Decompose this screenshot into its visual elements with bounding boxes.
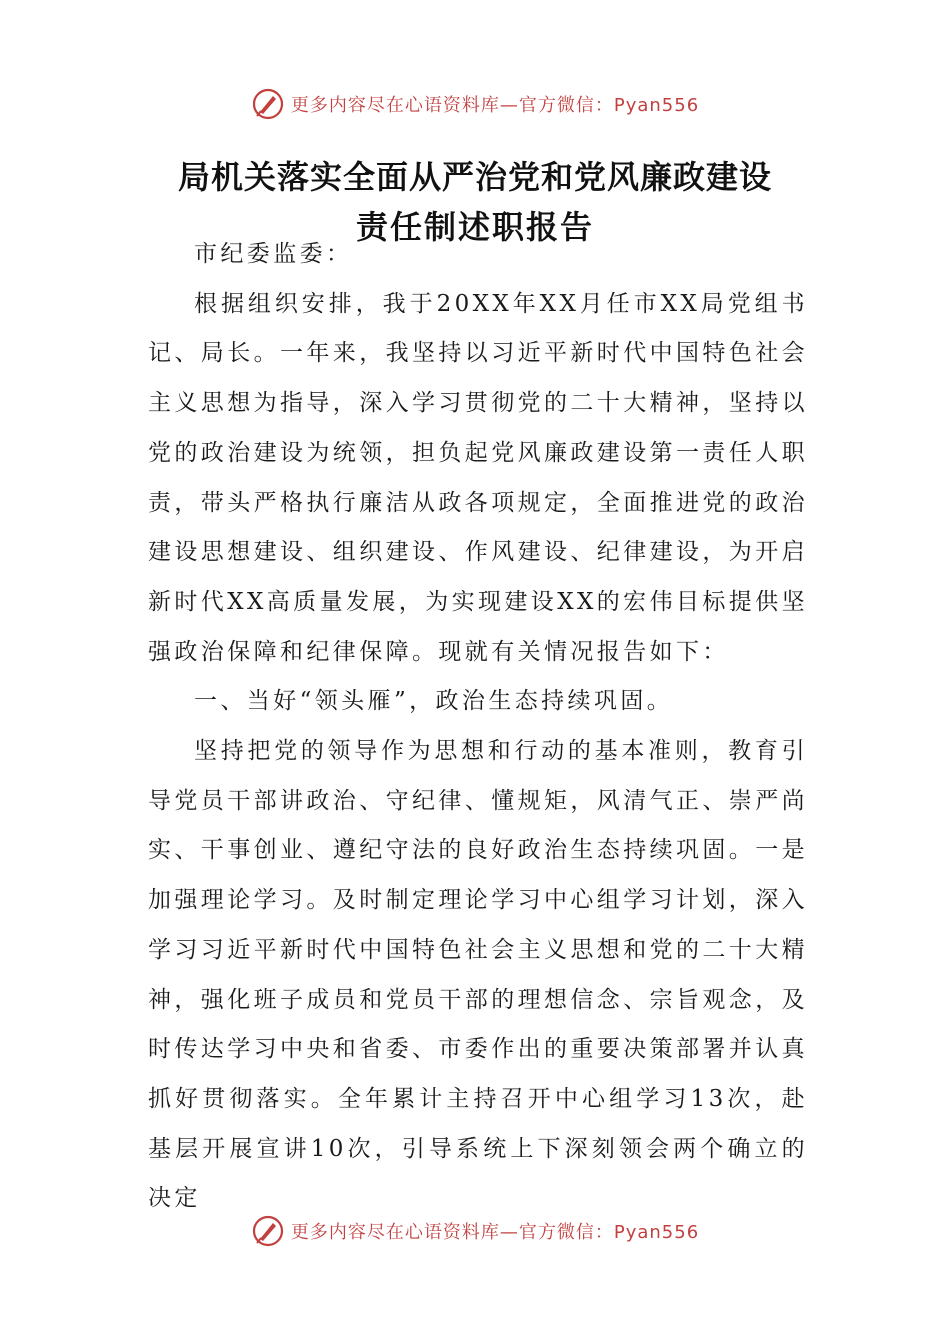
document-title-line-1: 局机关落实全面从严治党和党风廉政建设 (177, 158, 772, 196)
section-heading-1: 一、当好“领头雁”，政治生态持续巩固。 (194, 688, 674, 715)
paragraph-section-1: 坚持把党的领导作为思想和行动的基本准则，教育引导党员干部讲政治、守纪律、懂规矩，风清气正、崇严尚实、干事创业、遵纪守法的良好政治生态持续巩固。一是加强理论学习。及时制定理论学习中心组学习计划，深入学习习近平新时代中国特色社会主义思想和党的二十大精神，强化班子成员和党员干部的理想信念、宗旨观念，及时传达学习中央和省委、市委作出的重要决策部署并认真抓好贯彻落实。全年累计主持召开中心组学习13次，赴基层开展宣讲10次，引导系统上下深刻领会两个确立的决定 (148, 738, 808, 1212)
watermark-text: 更多内容尽在心语资料库—官方微信：Pyan556 (290, 1222, 700, 1243)
document-body (148, 230, 808, 1224)
document-title-line-2: 责任制述职报告 (355, 208, 594, 246)
pen-logo-icon (251, 1214, 285, 1248)
salutation: 市纪委监委： (194, 241, 353, 267)
paragraph-intro: 根据组织安排，我于20XX年XX月任市XX局党组书记、局长。一年来，我坚持以习近平新时代中国特色社会主义思想为指导，深入学习贯彻党的二十大精神，坚持以党的政治建设为统领，担负起党风廉政建设第一责任人职责，带头严格执行廉洁从政各项规定，全面推进党的政治建设思想建设、组织建设、作风建设、纪律建设，为开启新时代XX高质量发展，为实现建设XX的宏伟目标提供坚强政治保障和纪律保障。现就有关情况报告如下： (148, 290, 808, 665)
watermark-banner-top (0, 84, 950, 124)
watermark-banner-bottom (0, 1211, 950, 1251)
watermark-text: 更多内容尽在心语资料库—官方微信：Pyan556 (290, 95, 700, 116)
pen-logo-icon (251, 87, 285, 121)
